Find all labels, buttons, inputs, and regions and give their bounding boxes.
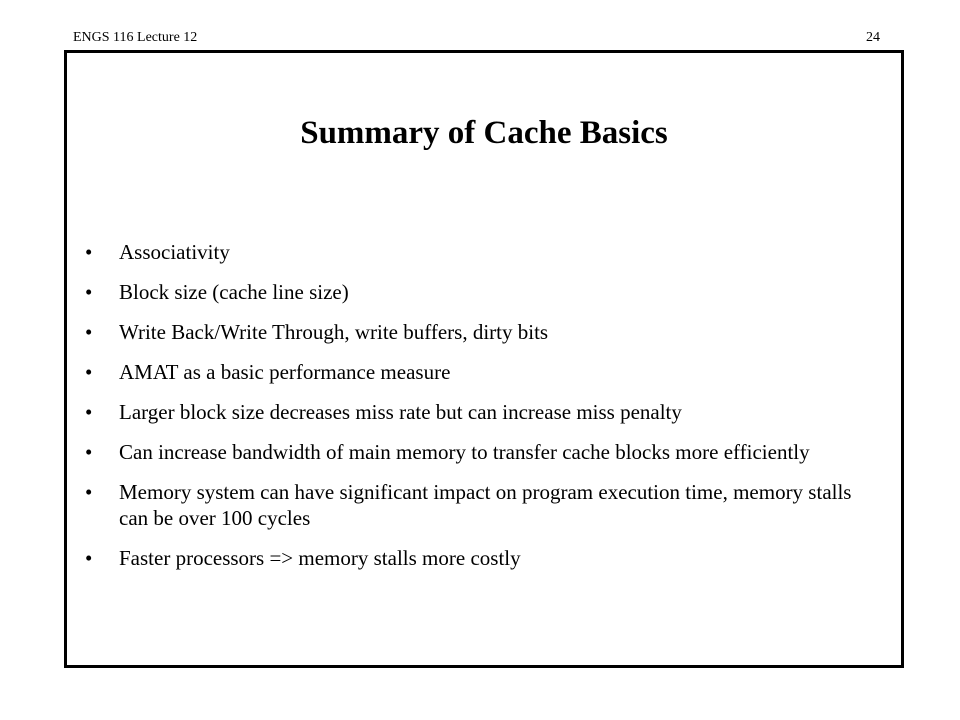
page-number: 24: [866, 30, 880, 45]
bullet-icon: •: [85, 480, 93, 504]
bullet-icon: •: [85, 546, 93, 570]
bullet-text: Can increase bandwidth of main memory to transfer cache blocks more efficiently: [119, 440, 810, 464]
bullet-icon: •: [85, 400, 93, 424]
bullet-icon: •: [85, 240, 93, 264]
bullet-item-larger-block: [85, 399, 885, 425]
bullet-text: Faster processors => memory stalls more costly: [119, 546, 521, 570]
bullet-list: [85, 239, 885, 585]
bullet-text: Block size (cache line size): [119, 280, 349, 304]
bullet-item-write-policy: [85, 319, 885, 345]
bullet-item-block-size: [85, 279, 885, 305]
bullet-icon: •: [85, 320, 93, 344]
bullet-text: Memory system can have significant impact on program execution time, memory stalls can be over 100 cycles: [119, 480, 852, 530]
bullet-item-memory-system: [85, 479, 885, 531]
slide-frame: [64, 50, 904, 668]
bullet-item-associativity: [85, 239, 885, 265]
bullet-item-amat: [85, 359, 885, 385]
bullet-item-faster-processors: [85, 545, 885, 571]
course-lecture-label: ENGS 116 Lecture 12: [73, 30, 198, 45]
bullet-text: Larger block size decreases miss rate but can increase miss penalty: [119, 400, 682, 424]
bullet-icon: •: [85, 360, 93, 384]
bullet-item-bandwidth: [85, 439, 885, 465]
bullet-text: Associativity: [119, 240, 230, 264]
slide-title: Summary of Cache Basics: [300, 115, 668, 151]
bullet-icon: •: [85, 280, 93, 304]
bullet-text: AMAT as a basic performance measure: [119, 360, 451, 384]
bullet-text: Write Back/Write Through, write buffers, dirty bits: [119, 320, 549, 344]
bullet-icon: •: [85, 440, 93, 464]
